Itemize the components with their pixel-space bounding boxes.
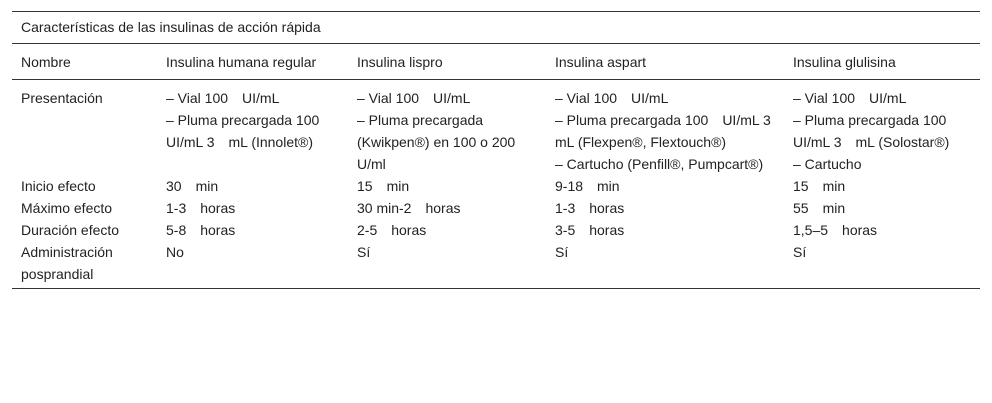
cell-line: – Pluma precargada 100 UI/mL 3 mL (Flexpen®, Flextouch®) [555,112,785,150]
header-insulina-lispro: Insulina lispro [350,44,548,80]
table-cell: 5-8 horas [166,222,236,238]
table-cell: 1,5–5 horas [793,222,878,238]
cell-line: – Pluma precargada 100 UI/mL 3 mL (Innolet®) [166,112,334,150]
cell-line: – Vial 100 UI/mL [793,90,907,106]
cell-line: – Vial 100 UI/mL [166,90,280,106]
row-label: Duración efecto [21,222,120,238]
table-cell: No [159,241,350,289]
table-cell [548,80,786,176]
table-row [12,175,980,197]
table-cell: 15 min [357,178,410,194]
row-label: Máximo efecto [21,200,113,216]
table-cell: 2-5 horas [357,222,427,238]
table-cell [350,80,548,176]
cell-line: – Pluma precargada (Kwikpen®) en 100 o 200 U/ml [357,112,530,172]
table-cell: 30 min [166,178,219,194]
table-cell: 1-3 horas [555,200,625,216]
row-label: Presentación [21,90,103,106]
table-cell: 15 min [793,178,846,194]
row-label: Inicio efecto [21,178,96,194]
table-cell: 30 min-2 horas [357,200,461,216]
table-cell: 9-18 min [555,178,620,194]
table-caption: Características de las insulinas de acción rápida [12,12,980,44]
table-row [12,80,980,176]
table-cell: Sí [350,241,548,289]
table-cell: Sí [548,241,786,289]
table-header-row [12,44,980,80]
table-cell [159,80,350,176]
header-insulina-aspart: Insulina aspart [548,44,786,80]
table-cell [786,80,980,176]
header-nombre: Nombre [12,44,159,80]
table-cell: 55 min [793,200,846,216]
table-cell: 1-3 horas [166,200,236,216]
table-row [12,219,980,241]
header-insulina-glulisina: Insulina glulisina [786,44,980,80]
cell-line: – Pluma precargada 100 UI/mL 3 mL (Solostar®) [793,112,961,150]
table-row [12,197,980,219]
header-insulina-humana-regular: Insulina humana regular [159,44,350,80]
cell-line: – Cartucho (Penfill®, Pumpcart®) [555,156,764,172]
table-caption-row [12,12,980,44]
cell-line: – Vial 100 UI/mL [555,90,669,106]
insulin-table [12,11,980,289]
table-row [12,241,980,289]
cell-line: – Cartucho [793,156,862,172]
cell-line: – Vial 100 UI/mL [357,90,471,106]
row-label: Administración posprandial [12,241,159,289]
table-cell: Sí [786,241,980,289]
table-cell: 3-5 horas [555,222,625,238]
insulin-table-container [12,11,980,289]
